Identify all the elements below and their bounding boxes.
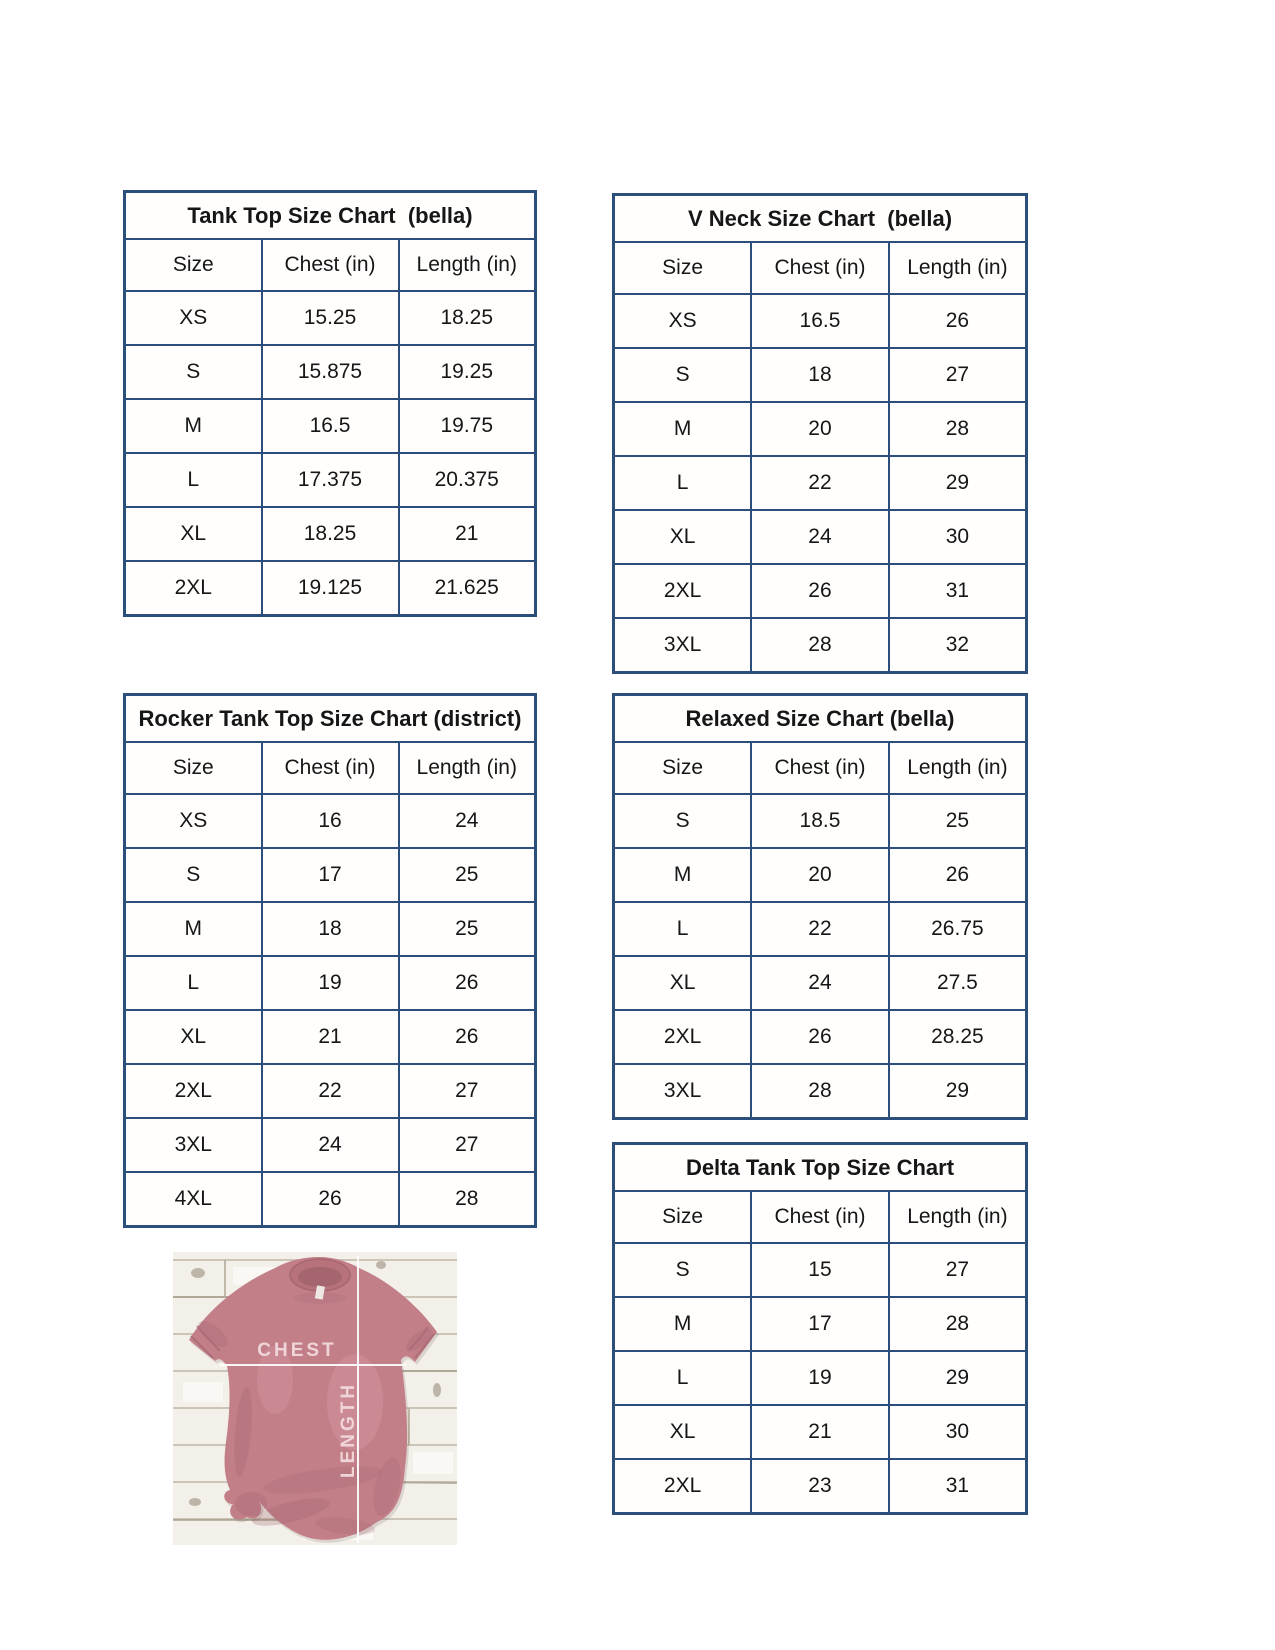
table-cell: 16.5 (262, 399, 399, 453)
table-cell: 18.25 (399, 291, 536, 345)
table-cell: S (125, 848, 262, 902)
table-cell: 19.125 (262, 561, 399, 616)
table-cell: 21 (399, 507, 536, 561)
column-header: Size (125, 742, 262, 794)
table-row (125, 1010, 536, 1064)
column-header: Chest (in) (751, 242, 889, 294)
table-cell: 19.75 (399, 399, 536, 453)
table-row (125, 1064, 536, 1118)
table-cell: XL (125, 1010, 262, 1064)
table-cell: XS (125, 794, 262, 848)
table-cell: S (614, 348, 752, 402)
table-row (614, 1351, 1027, 1405)
title-row (614, 695, 1027, 743)
table-cell: 22 (751, 902, 889, 956)
table-cell: M (125, 902, 262, 956)
column-header: Chest (in) (262, 742, 399, 794)
table-row (614, 794, 1027, 848)
table-row (125, 956, 536, 1010)
table-row (125, 453, 536, 507)
table-cell: 23 (751, 1459, 889, 1514)
table-cell: 16.5 (751, 294, 889, 348)
chest-label: CHEST (257, 1340, 337, 1361)
hdr-row (614, 242, 1027, 294)
table-cell: 16 (262, 794, 399, 848)
table-cell: 22 (751, 456, 889, 510)
delta-tank-top-size-chart (612, 1142, 1028, 1515)
table-row (614, 1010, 1027, 1064)
table-cell: 24 (399, 794, 536, 848)
table-cell: 2XL (614, 564, 752, 618)
column-header: Chest (in) (751, 1191, 889, 1243)
table-cell: 15.25 (262, 291, 399, 345)
table-cell: 18.5 (751, 794, 889, 848)
table-cell: M (125, 399, 262, 453)
table-cell: L (614, 456, 752, 510)
table-row (614, 402, 1027, 456)
table-cell: XL (125, 507, 262, 561)
column-header: Size (614, 1191, 752, 1243)
table-cell: 27 (399, 1118, 536, 1172)
table-row (614, 1243, 1027, 1297)
column-header: Chest (in) (262, 239, 399, 291)
table-cell: L (125, 453, 262, 507)
table-cell: 26 (399, 1010, 536, 1064)
table-cell: 2XL (614, 1459, 752, 1514)
table-cell: 28 (889, 402, 1027, 456)
rocker-tank-top-size-chart (123, 693, 537, 1228)
table-cell: 30 (889, 510, 1027, 564)
table-cell: L (614, 902, 752, 956)
column-header: Length (in) (889, 1191, 1027, 1243)
table-cell: 15 (751, 1243, 889, 1297)
tank-top-size-chart (123, 190, 537, 617)
table-row (125, 561, 536, 616)
table-cell: 17 (751, 1297, 889, 1351)
table-row (125, 399, 536, 453)
table-cell: 26 (751, 1010, 889, 1064)
table-cell: 20.375 (399, 453, 536, 507)
hdr-row (614, 742, 1027, 794)
table-cell: 24 (751, 510, 889, 564)
table-cell: 29 (889, 1351, 1027, 1405)
column-header: Length (in) (399, 239, 536, 291)
hdr-row (125, 742, 536, 794)
table-cell: S (125, 345, 262, 399)
table-title: Delta Tank Top Size Chart (614, 1144, 1027, 1192)
title-row (614, 195, 1027, 243)
table-cell: 27.5 (889, 956, 1027, 1010)
table-cell: 31 (889, 1459, 1027, 1514)
table-cell: 20 (751, 848, 889, 902)
table-cell: XL (614, 1405, 752, 1459)
table-cell: M (614, 848, 752, 902)
table-cell: 24 (751, 956, 889, 1010)
table-cell: 26 (751, 564, 889, 618)
table-row (125, 291, 536, 345)
table-cell: 25 (399, 848, 536, 902)
table-cell: M (614, 402, 752, 456)
column-header: Chest (in) (751, 742, 889, 794)
table-cell: 29 (889, 456, 1027, 510)
table-cell: L (614, 1351, 752, 1405)
table-cell: L (125, 956, 262, 1010)
table-cell: 15.875 (262, 345, 399, 399)
table-row (614, 1297, 1027, 1351)
table-title: Relaxed Size Chart (bella) (614, 695, 1027, 743)
length-label: LENGTH (338, 1381, 359, 1478)
table-cell: 29 (889, 1064, 1027, 1119)
table-cell: 28.25 (889, 1010, 1027, 1064)
table-cell: 24 (262, 1118, 399, 1172)
table-row (614, 456, 1027, 510)
table-cell: M (614, 1297, 752, 1351)
rocker-tank-top-size-chart (123, 693, 537, 1228)
table-cell: 21 (262, 1010, 399, 1064)
title-row (125, 695, 536, 743)
table-cell: 2XL (125, 561, 262, 616)
hdr-row (125, 239, 536, 291)
v-neck-size-chart (612, 193, 1028, 674)
table-cell: 19.25 (399, 345, 536, 399)
table-cell: 19 (751, 1351, 889, 1405)
table-cell: 4XL (125, 1172, 262, 1227)
table-row (614, 510, 1027, 564)
table-row (614, 956, 1027, 1010)
table-cell: 2XL (125, 1064, 262, 1118)
table-row (614, 564, 1027, 618)
table-cell: 18 (751, 348, 889, 402)
title-row (614, 1144, 1027, 1192)
table-cell: 28 (751, 618, 889, 673)
table-cell: 3XL (614, 1064, 752, 1119)
table-row (125, 1172, 536, 1227)
table-cell: 22 (262, 1064, 399, 1118)
table-cell: 26 (399, 956, 536, 1010)
table-cell: 26 (889, 848, 1027, 902)
tshirt-size-photo (173, 1252, 457, 1545)
column-header: Length (in) (889, 742, 1027, 794)
tank-top-size-chart (123, 190, 537, 617)
table-row (614, 1459, 1027, 1514)
column-header: Length (in) (399, 742, 536, 794)
column-header: Length (in) (889, 242, 1027, 294)
table-cell: 19 (262, 956, 399, 1010)
table-title: V Neck Size Chart (bella) (614, 195, 1027, 243)
table-row (614, 1405, 1027, 1459)
column-header: Size (614, 742, 752, 794)
table-row (125, 848, 536, 902)
table-row (125, 794, 536, 848)
table-cell: 26 (262, 1172, 399, 1227)
table-cell: XS (125, 291, 262, 345)
table-cell: XL (614, 510, 752, 564)
table-row (614, 618, 1027, 673)
table-cell: 18 (262, 902, 399, 956)
table-cell: 27 (399, 1064, 536, 1118)
table-cell: 27 (889, 1243, 1027, 1297)
table-row (125, 1118, 536, 1172)
table-row (614, 848, 1027, 902)
table-cell: 3XL (125, 1118, 262, 1172)
table-cell: 18.25 (262, 507, 399, 561)
table-cell: 31 (889, 564, 1027, 618)
table-row (125, 507, 536, 561)
table-cell: 25 (889, 794, 1027, 848)
relaxed-size-chart (612, 693, 1028, 1120)
table-row (614, 294, 1027, 348)
table-cell: 28 (751, 1064, 889, 1119)
tshirt-photo-graphic (173, 1252, 457, 1545)
table-row (614, 348, 1027, 402)
table-title: Tank Top Size Chart (bella) (125, 192, 536, 240)
table-cell: 21 (751, 1405, 889, 1459)
hdr-row (614, 1191, 1027, 1243)
table-row (125, 345, 536, 399)
table-cell: S (614, 794, 752, 848)
table-cell: 17 (262, 848, 399, 902)
table-row (614, 1064, 1027, 1119)
column-header: Size (614, 242, 752, 294)
table-row (614, 902, 1027, 956)
table-cell: XS (614, 294, 752, 348)
table-cell: S (614, 1243, 752, 1297)
table-cell: 17.375 (262, 453, 399, 507)
relaxed-size-chart (612, 693, 1028, 1120)
table-cell: 26.75 (889, 902, 1027, 956)
table-row (125, 902, 536, 956)
table-cell: 32 (889, 618, 1027, 673)
column-header: Size (125, 239, 262, 291)
table-cell: XL (614, 956, 752, 1010)
table-cell: 25 (399, 902, 536, 956)
table-title: Rocker Tank Top Size Chart (district) (125, 695, 536, 743)
table-cell: 2XL (614, 1010, 752, 1064)
table-cell: 21.625 (399, 561, 536, 616)
table-cell: 3XL (614, 618, 752, 673)
table-cell: 30 (889, 1405, 1027, 1459)
table-cell: 26 (889, 294, 1027, 348)
v-neck-size-chart (612, 193, 1028, 674)
table-cell: 28 (399, 1172, 536, 1227)
table-cell: 20 (751, 402, 889, 456)
table-cell: 28 (889, 1297, 1027, 1351)
delta-tank-top-size-chart (612, 1142, 1028, 1515)
title-row (125, 192, 536, 240)
table-cell: 27 (889, 348, 1027, 402)
